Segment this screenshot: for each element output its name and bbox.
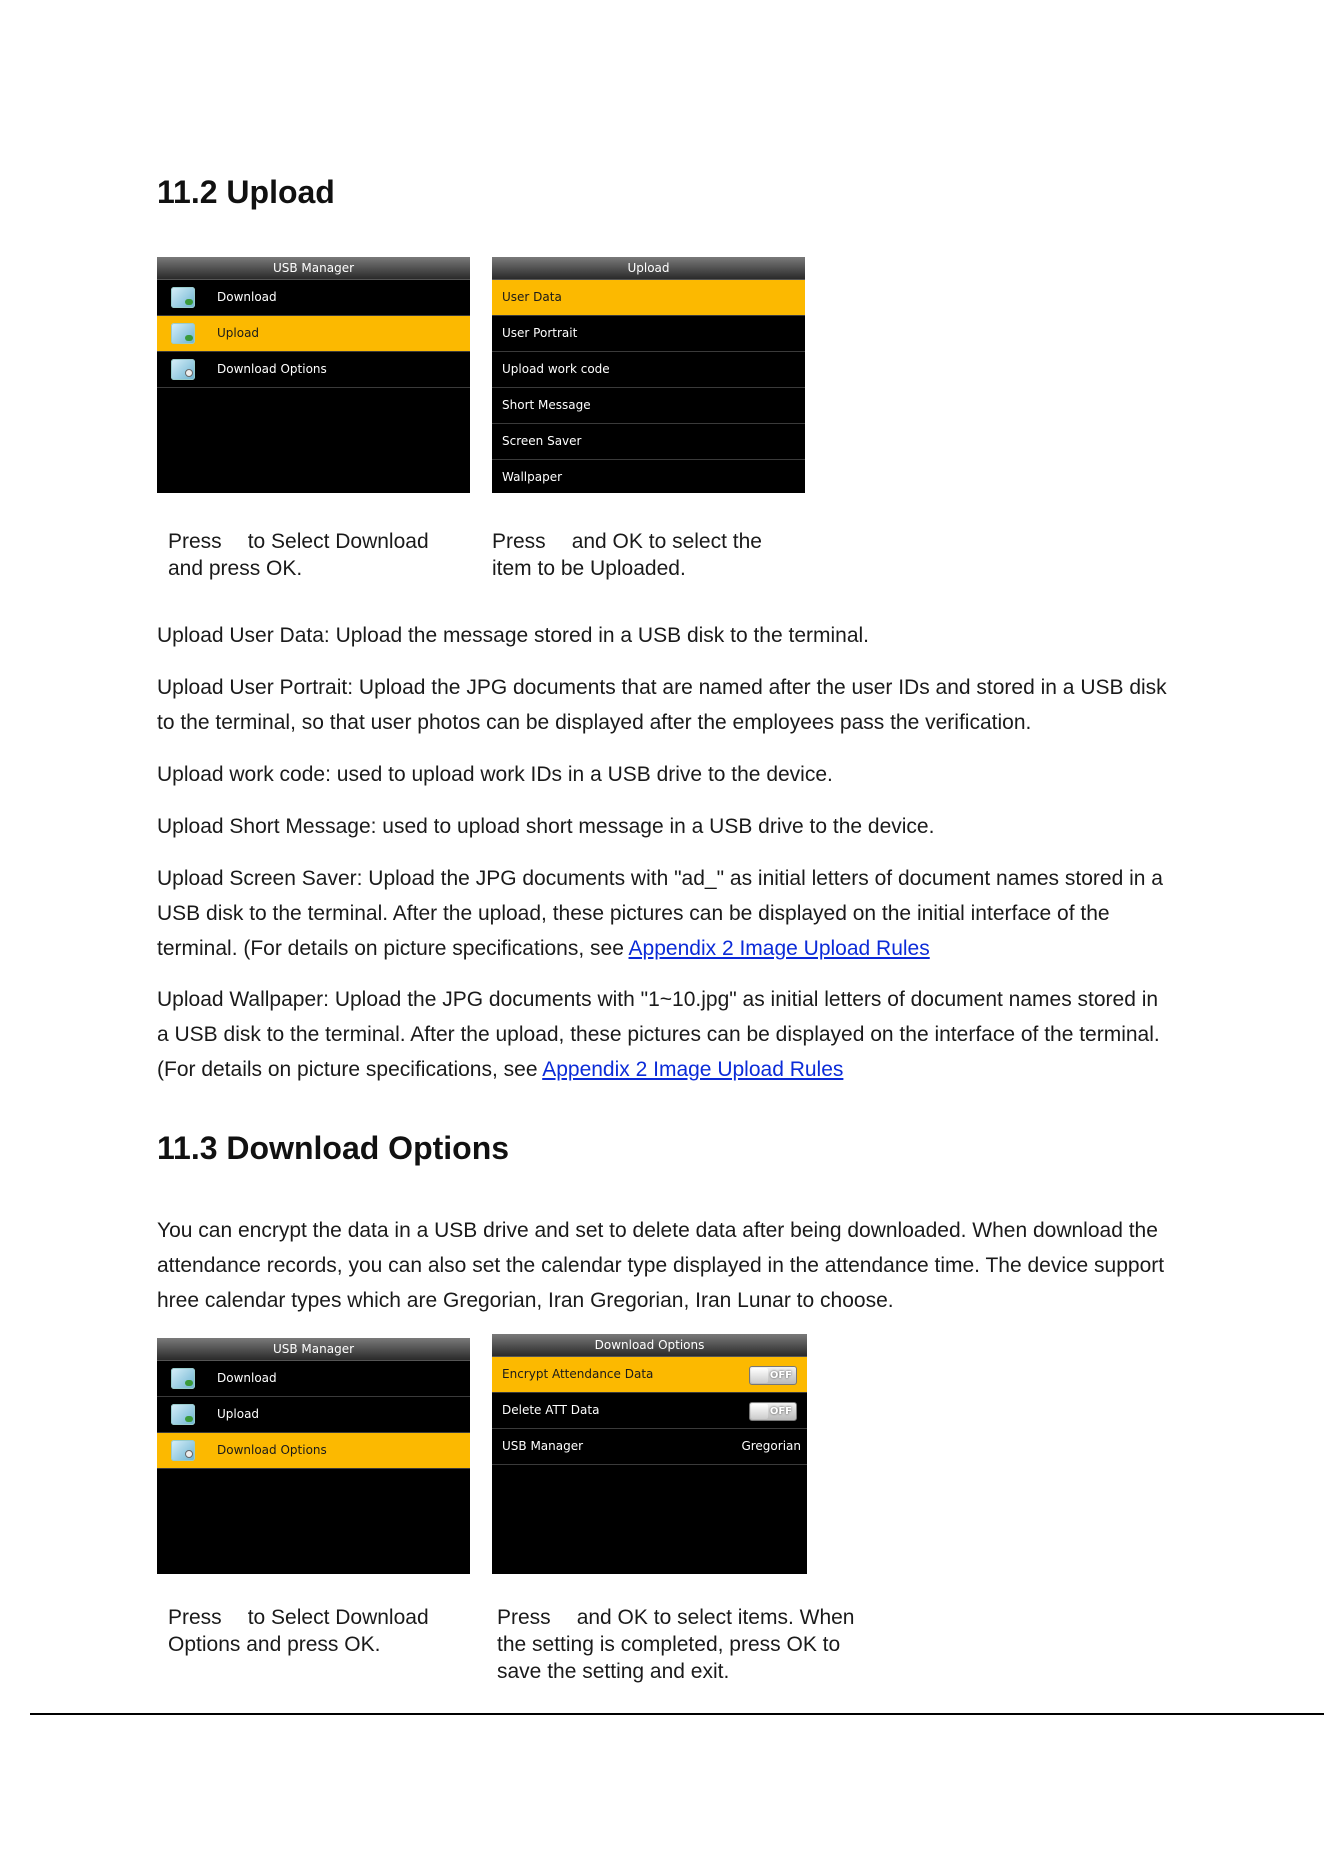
menu-item-label: Upload	[217, 326, 260, 340]
usb-options-icon	[171, 359, 195, 380]
menu-item-encrypt-attendance-data[interactable]	[492, 1357, 807, 1393]
screen-title: USB Manager	[157, 1338, 470, 1361]
menu-item-label: Download Options	[217, 1443, 327, 1457]
caption-select-download-options: Press to Select Download Options and press OK.	[168, 1606, 429, 1656]
menu-item-user-data[interactable]: User Data	[492, 280, 805, 316]
menu-item-label: Download Options	[217, 362, 327, 376]
usb-upload-icon	[171, 323, 195, 344]
caption-select-item: Press and OK to select the item to be Uploaded.	[492, 530, 762, 580]
usb-download-icon	[171, 1368, 195, 1389]
appendix-link[interactable]: Appendix 2 Image Upload Rules	[542, 1058, 844, 1081]
menu-item-label: Upload	[217, 1407, 260, 1421]
paragraph-user-data: Upload User Data: Upload the message stored in a USB disk to the terminal.	[157, 624, 870, 647]
screen-title: USB Manager	[157, 257, 470, 280]
delete-toggle[interactable]: OFF	[749, 1402, 797, 1421]
menu-item-upload-work-code[interactable]: Upload work code	[492, 352, 805, 388]
menu-item-download[interactable]	[157, 280, 470, 316]
download-options-screen	[492, 1334, 807, 1574]
calendar-type-value: Gregorian	[741, 1439, 801, 1453]
paragraph-work-code: Upload work code: used to upload work IDs in a USB drive to the device.	[157, 763, 833, 786]
section-heading-upload: 11.2 Upload	[157, 174, 335, 210]
upload-screen	[492, 257, 805, 493]
menu-item-short-message[interactable]: Short Message	[492, 388, 805, 424]
appendix-link[interactable]: Appendix 2 Image Upload Rules	[628, 937, 930, 960]
menu-item-label: Download	[217, 290, 277, 304]
menu-item-label: USB Manager	[502, 1439, 584, 1453]
menu-item-wallpaper[interactable]: Wallpaper	[492, 460, 805, 493]
menu-item-label: Download	[217, 1371, 277, 1385]
screen-title: Upload	[492, 257, 805, 280]
menu-item-download-options[interactable]	[157, 352, 470, 388]
menu-item-upload[interactable]	[157, 316, 470, 352]
usb-manager-screen	[157, 1338, 470, 1574]
menu-item-usb-manager[interactable]	[492, 1429, 807, 1465]
menu-item-upload[interactable]	[157, 1397, 470, 1433]
section-heading-download-options: 11.3 Download Options	[157, 1130, 510, 1166]
caption-select-upload: Press to Select Download and press OK.	[168, 530, 429, 580]
menu-item-label: Delete ATT Data	[502, 1403, 600, 1417]
menu-item-screen-saver[interactable]: Screen Saver	[492, 424, 805, 460]
paragraph-wallpaper: Upload Wallpaper: Upload the JPG documents with "1~10.jpg" as initial letters of document names stored in a USB disk to the terminal. After the upload, these pictures can be displayed on the interface of the terminal. (For details on picture specifications, see Appendix 2 Image Upload Rules	[157, 988, 1160, 1081]
menu-item-label: Encrypt Attendance Data	[502, 1367, 654, 1381]
paragraph-user-portrait: Upload User Portrait: Upload the JPG documents that are named after the user IDs and stored in a USB disk to the terminal, so that user photos can be displayed after the employees pass the verification.	[157, 676, 1167, 734]
menu-item-delete-att-data[interactable]	[492, 1393, 807, 1429]
footer-divider	[30, 1713, 1324, 1715]
paragraph-short-message: Upload Short Message: used to upload short message in a USB drive to the device.	[157, 815, 935, 838]
paragraph-screen-saver: Upload Screen Saver: Upload the JPG documents with "ad_" as initial letters of document names stored in a USB disk to the terminal. After the upload, these pictures can be displayed on the initial interface of the terminal. (For details on picture specifications, see Appendix 2 Image Upload Rules	[157, 867, 1163, 960]
encrypt-toggle[interactable]: OFF	[749, 1366, 797, 1385]
menu-item-download[interactable]	[157, 1361, 470, 1397]
usb-upload-icon	[171, 1404, 195, 1425]
usb-download-icon	[171, 287, 195, 308]
caption-select-items: Press and OK to select items. When the setting is completed, press OK to save the setting and exit.	[497, 1606, 855, 1683]
screen-title: Download Options	[492, 1334, 807, 1357]
menu-item-user-portrait[interactable]: User Portrait	[492, 316, 805, 352]
menu-item-download-options[interactable]	[157, 1433, 470, 1469]
usb-manager-screen	[157, 257, 470, 493]
paragraph-download-options-intro: You can encrypt the data in a USB drive and set to delete data after being downloaded. When download the attendance records, you can also set the calendar type displayed in the attendance time. The device support hree calendar types which are Gregorian, Iran Gregorian, Iran Lunar to choose.	[157, 1219, 1165, 1312]
usb-options-icon	[171, 1440, 195, 1461]
